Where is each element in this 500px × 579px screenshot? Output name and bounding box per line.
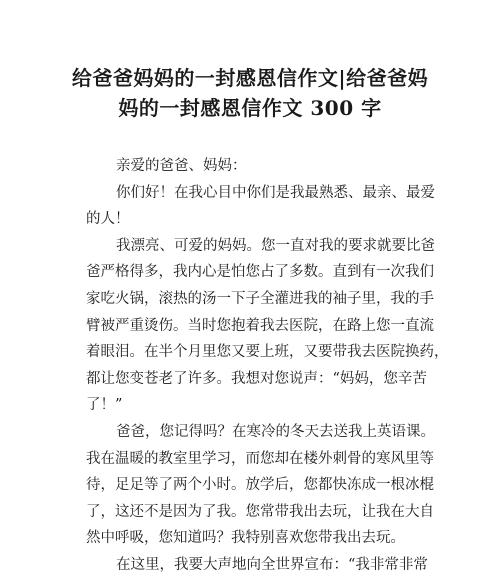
letter-body bbox=[86, 153, 449, 579]
text-line: 家吃火锅，滚热的汤一下子全灌进我的袖子里，我的手 bbox=[86, 290, 434, 307]
text-line: 你们好！在我心目中你们是我最熟悉、最亲、最爱 bbox=[116, 184, 435, 201]
text-line: 了！” bbox=[86, 397, 123, 414]
text-line: 然中呼吸，您知道吗？我特别喜欢您带我出去玩。 bbox=[86, 530, 405, 547]
text-line: 的人！ bbox=[86, 211, 130, 228]
text-line: 我漂亮、可爱的妈妈。您一直对我的要求就要比爸 bbox=[116, 237, 435, 254]
title-line: 给爸爸妈妈的一封感恩信作文|给爸爸妈 bbox=[71, 66, 429, 90]
text-line: 爸爸，您记得吗？在寒冷的冬天去送我上英语课。 bbox=[116, 423, 435, 440]
salutation: 亲爱的爸爸、妈妈： bbox=[116, 158, 247, 174]
text-line: 在这里，我要大声地向全世界宣布：“我非常非常 bbox=[116, 556, 428, 573]
text-line: 着眼泪。在半个月里您又要上班，又要带我去医院换药， bbox=[86, 344, 449, 361]
text-line: 待，足足等了两个小时。放学后，您都快冻成一根冰棍 bbox=[86, 477, 434, 494]
text-line: 了，这还不是因为了我。您常带我出去玩，让我在大自 bbox=[86, 503, 434, 520]
title-line: 妈的一封感恩信作文 300 字 bbox=[118, 96, 382, 120]
text-line: 臂被严重烫伤。当时您抱着我去医院，在路上您一直流 bbox=[86, 317, 434, 334]
document-title bbox=[60, 63, 440, 123]
text-line: 都让您变苍老了许多。我想对您说声：“妈妈，您辛苦 bbox=[86, 370, 427, 387]
text-line: 爸严格得多，我内心是怕您占了多数。直到有一次我们 bbox=[86, 264, 434, 281]
text-line: 我在温暖的教室里学习，而您却在楼外刺骨的寒风里等 bbox=[86, 450, 434, 467]
